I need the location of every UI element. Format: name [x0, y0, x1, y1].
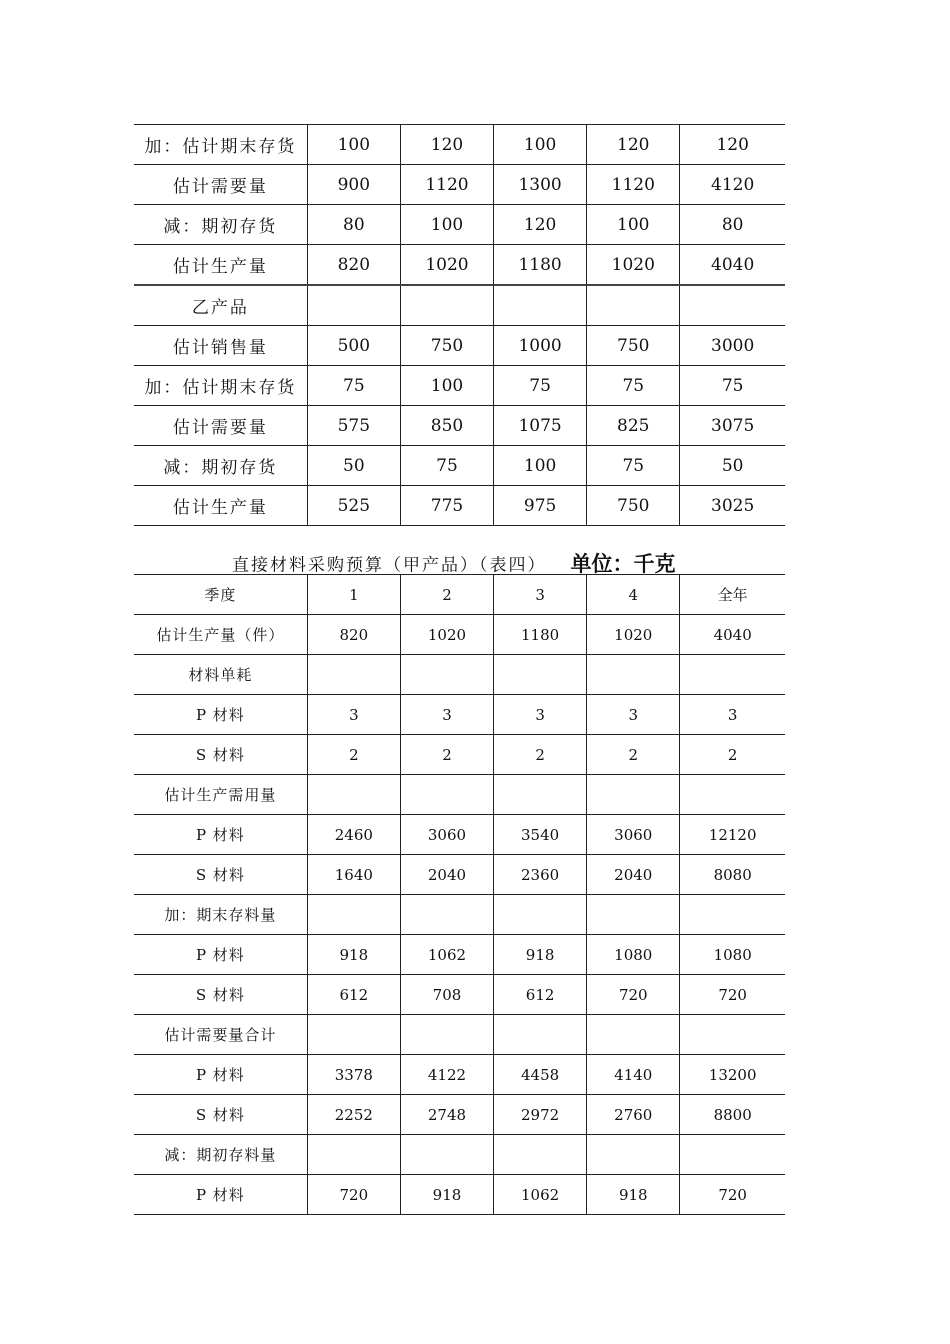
q2-cell — [400, 1135, 493, 1175]
row-label: P 材料 — [134, 815, 307, 855]
q1-cell: 3 — [307, 695, 400, 735]
table-row — [134, 245, 785, 286]
q4-cell: 1020 — [587, 615, 680, 655]
table-row — [134, 695, 785, 735]
q2-cell: 3060 — [400, 815, 493, 855]
q2-cell: 2040 — [400, 855, 493, 895]
year-total-cell: 720 — [680, 1175, 785, 1215]
q2-cell: 708 — [400, 975, 493, 1015]
row-label: 材料单耗 — [134, 655, 307, 695]
year-total-cell: 4120 — [680, 165, 785, 205]
year-total-cell: 720 — [680, 975, 785, 1015]
year-total-cell — [680, 775, 785, 815]
year-total-cell: 3025 — [680, 486, 785, 526]
q1-cell: 2252 — [307, 1095, 400, 1135]
q2-cell: 100 — [400, 205, 493, 245]
table-row — [134, 655, 785, 695]
q2-cell: 2 — [400, 735, 493, 775]
q2-cell: 120 — [400, 125, 493, 165]
q3-cell: 1300 — [494, 165, 587, 205]
year-total-cell: 120 — [680, 125, 785, 165]
year-total-cell — [680, 285, 785, 326]
q1-cell: 80 — [307, 205, 400, 245]
q2-cell — [400, 1015, 493, 1055]
q2-cell: 4122 — [400, 1055, 493, 1095]
q2-cell — [400, 655, 493, 695]
q2-cell: 100 — [400, 366, 493, 406]
table-row — [134, 1055, 785, 1095]
q3-cell: 1000 — [494, 326, 587, 366]
year-total-cell: 2 — [680, 735, 785, 775]
q4-cell: 1020 — [587, 245, 680, 286]
table-row — [134, 1095, 785, 1135]
q3-cell: 1062 — [494, 1175, 587, 1215]
table-row — [134, 855, 785, 895]
q3-cell: 918 — [494, 935, 587, 975]
q3-cell: 100 — [494, 125, 587, 165]
q4-cell: 1120 — [587, 165, 680, 205]
q4-cell: 2 — [587, 735, 680, 775]
q1-cell: 50 — [307, 446, 400, 486]
q1-cell — [307, 1015, 400, 1055]
q2-cell: 918 — [400, 1175, 493, 1215]
q3-cell: 2360 — [494, 855, 587, 895]
q2-cell — [400, 775, 493, 815]
q1-cell — [307, 895, 400, 935]
q4-cell: 120 — [587, 125, 680, 165]
row-label: P 材料 — [134, 695, 307, 735]
q1-cell: 612 — [307, 975, 400, 1015]
q1-cell: 500 — [307, 326, 400, 366]
table-row — [134, 486, 785, 526]
q4-cell: 918 — [587, 1175, 680, 1215]
q4-cell: 75 — [587, 366, 680, 406]
q1-cell — [307, 655, 400, 695]
table-row — [134, 125, 785, 165]
q4-cell — [587, 1015, 680, 1055]
table-row — [134, 205, 785, 245]
year-total-cell: 8080 — [680, 855, 785, 895]
row-label: S 材料 — [134, 735, 307, 775]
q2-cell — [400, 285, 493, 326]
q3-cell: 100 — [494, 446, 587, 486]
table-title: 直接材料采购预算（甲产品）（表四） — [232, 555, 547, 576]
table-row — [134, 165, 785, 205]
row-label: 减：期初存货 — [134, 205, 307, 245]
row-label: S 材料 — [134, 1095, 307, 1135]
year-total-cell: 1080 — [680, 935, 785, 975]
q4-cell: 720 — [587, 975, 680, 1015]
row-label: 估计生产量 — [134, 486, 307, 526]
table-row — [134, 446, 785, 486]
year-total-cell: 80 — [680, 205, 785, 245]
q4-cell — [587, 655, 680, 695]
table-row — [134, 1135, 785, 1175]
row-label: 减：期初存料量 — [134, 1135, 307, 1175]
q3-cell: 3 — [494, 695, 587, 735]
q4-cell — [587, 895, 680, 935]
row-label: P 材料 — [134, 1175, 307, 1215]
q3-cell: 120 — [494, 205, 587, 245]
q3-header: 3 — [494, 575, 587, 615]
q1-cell — [307, 1135, 400, 1175]
q4-cell: 4140 — [587, 1055, 680, 1095]
q1-cell: 900 — [307, 165, 400, 205]
q3-cell: 4458 — [494, 1055, 587, 1095]
table-row — [134, 1175, 785, 1215]
row-label: 估计销售量 — [134, 326, 307, 366]
q3-cell: 3540 — [494, 815, 587, 855]
row-label: 加：估计期末存货 — [134, 366, 307, 406]
q2-header: 2 — [400, 575, 493, 615]
year-total-cell: 4040 — [680, 245, 785, 286]
row-label: 估计需要量 — [134, 165, 307, 205]
production-budget-table — [134, 124, 785, 526]
table-row — [134, 285, 785, 326]
row-label: S 材料 — [134, 855, 307, 895]
table-row — [134, 1015, 785, 1055]
q4-cell: 825 — [587, 406, 680, 446]
q3-cell — [494, 1015, 587, 1055]
row-label: S 材料 — [134, 975, 307, 1015]
q4-cell — [587, 285, 680, 326]
table-row — [134, 615, 785, 655]
q2-cell: 850 — [400, 406, 493, 446]
table-caption — [232, 548, 732, 576]
q1-cell: 918 — [307, 935, 400, 975]
table-row — [134, 815, 785, 855]
q1-cell — [307, 285, 400, 326]
row-label: 加：期末存料量 — [134, 895, 307, 935]
row-label: 加：估计期末存货 — [134, 125, 307, 165]
q3-cell — [494, 655, 587, 695]
q1-cell: 2460 — [307, 815, 400, 855]
table-row — [134, 326, 785, 366]
year-total-cell — [680, 1015, 785, 1055]
q3-cell: 1180 — [494, 615, 587, 655]
q4-header: 4 — [587, 575, 680, 615]
year-total-cell: 50 — [680, 446, 785, 486]
row-label: 估计需要量 — [134, 406, 307, 446]
row-label: 乙产品 — [134, 285, 307, 326]
q4-cell: 2040 — [587, 855, 680, 895]
unit-label: 单位：千克 — [570, 552, 676, 576]
year-total-cell — [680, 895, 785, 935]
q2-cell: 775 — [400, 486, 493, 526]
q3-cell: 1075 — [494, 406, 587, 446]
q3-cell — [494, 775, 587, 815]
row-label: 季度 — [134, 575, 307, 615]
q4-cell: 1080 — [587, 935, 680, 975]
q3-cell: 1180 — [494, 245, 587, 286]
q4-cell: 75 — [587, 446, 680, 486]
q1-cell: 525 — [307, 486, 400, 526]
q1-header: 1 — [307, 575, 400, 615]
year-total-cell: 8800 — [680, 1095, 785, 1135]
q1-cell: 720 — [307, 1175, 400, 1215]
q3-cell: 612 — [494, 975, 587, 1015]
q4-cell: 3 — [587, 695, 680, 735]
q2-cell: 3 — [400, 695, 493, 735]
q3-cell: 75 — [494, 366, 587, 406]
year-total-cell: 4040 — [680, 615, 785, 655]
q3-cell: 975 — [494, 486, 587, 526]
row-label: P 材料 — [134, 935, 307, 975]
q1-cell: 100 — [307, 125, 400, 165]
q1-cell: 75 — [307, 366, 400, 406]
material-purchase-budget-table — [134, 574, 785, 1215]
q4-cell: 750 — [587, 486, 680, 526]
q1-cell: 820 — [307, 245, 400, 286]
q2-cell — [400, 895, 493, 935]
q2-cell: 1020 — [400, 615, 493, 655]
row-label: P 材料 — [134, 1055, 307, 1095]
q2-cell: 75 — [400, 446, 493, 486]
year-total-cell: 12120 — [680, 815, 785, 855]
year-total-cell: 3 — [680, 695, 785, 735]
q3-cell — [494, 1135, 587, 1175]
q2-cell: 1062 — [400, 935, 493, 975]
year-total-cell: 3075 — [680, 406, 785, 446]
row-label: 估计生产量（件） — [134, 615, 307, 655]
table-row — [134, 406, 785, 446]
q2-cell: 1020 — [400, 245, 493, 286]
q1-cell: 3378 — [307, 1055, 400, 1095]
q3-cell: 2 — [494, 735, 587, 775]
q1-cell — [307, 775, 400, 815]
q3-cell — [494, 285, 587, 326]
q2-cell: 1120 — [400, 165, 493, 205]
q4-cell: 3060 — [587, 815, 680, 855]
row-label: 估计生产需用量 — [134, 775, 307, 815]
row-label: 估计需要量合计 — [134, 1015, 307, 1055]
table-row — [134, 366, 785, 406]
q1-cell: 820 — [307, 615, 400, 655]
year-total-header: 全年 — [680, 575, 785, 615]
year-total-cell — [680, 1135, 785, 1175]
q4-cell — [587, 775, 680, 815]
table-row — [134, 935, 785, 975]
year-total-cell: 13200 — [680, 1055, 785, 1095]
table-row — [134, 975, 785, 1015]
year-total-cell — [680, 655, 785, 695]
q1-cell: 575 — [307, 406, 400, 446]
q3-cell — [494, 895, 587, 935]
q2-cell: 2748 — [400, 1095, 493, 1135]
q4-cell: 750 — [587, 326, 680, 366]
q4-cell — [587, 1135, 680, 1175]
table-row — [134, 735, 785, 775]
year-total-cell: 3000 — [680, 326, 785, 366]
q4-cell: 100 — [587, 205, 680, 245]
table-row — [134, 895, 785, 935]
table-header-row — [134, 575, 785, 615]
row-label: 减：期初存货 — [134, 446, 307, 486]
q1-cell: 1640 — [307, 855, 400, 895]
year-total-cell: 75 — [680, 366, 785, 406]
q1-cell: 2 — [307, 735, 400, 775]
table-row — [134, 775, 785, 815]
q2-cell: 750 — [400, 326, 493, 366]
q4-cell: 2760 — [587, 1095, 680, 1135]
row-label: 估计生产量 — [134, 245, 307, 286]
q3-cell: 2972 — [494, 1095, 587, 1135]
